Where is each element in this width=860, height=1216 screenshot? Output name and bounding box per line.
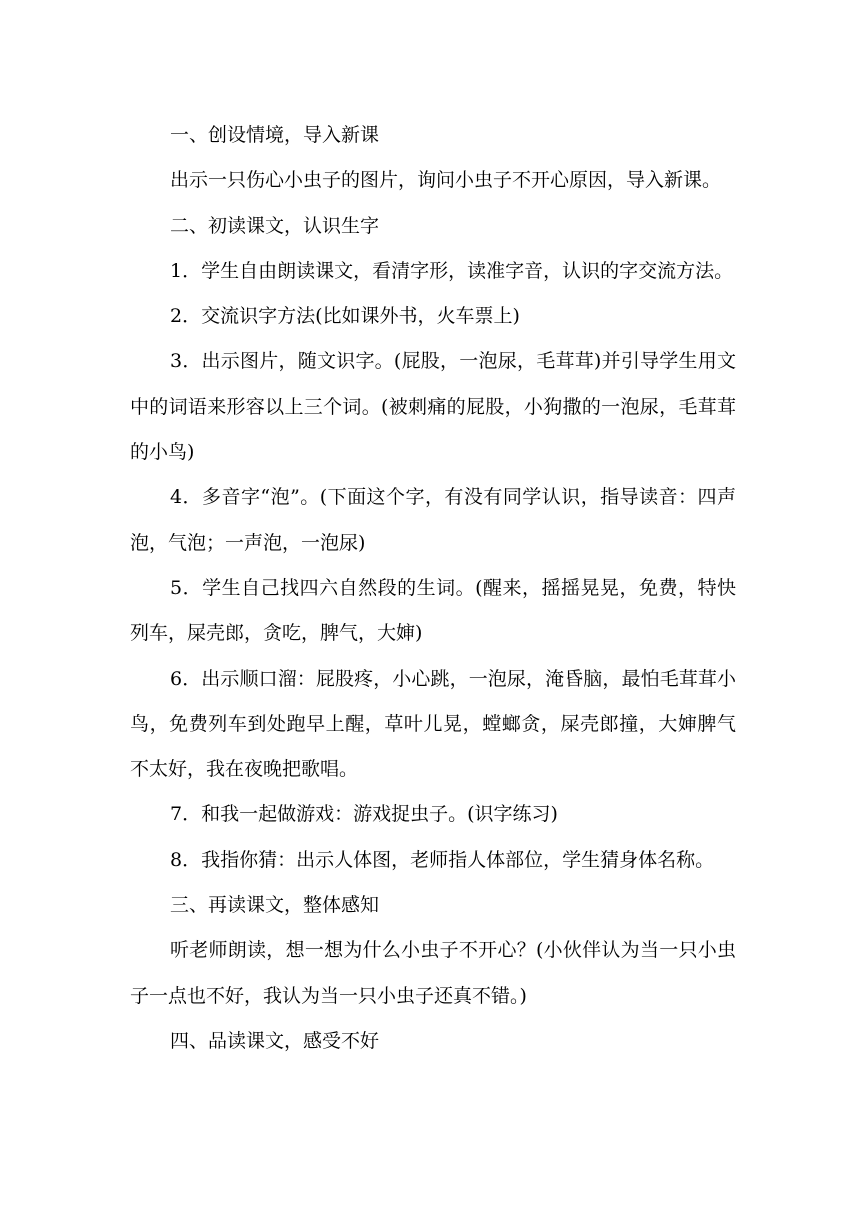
paragraph: 听老师朗读，想一想为什么小虫子不开心？(小伙伴认为当一只小虫子一点也不好，我认为当一只小虫子还真不错。): [130, 939, 736, 1007]
list-item-3: 3．出示图片，随文识字。(屁股，一泡尿，毛茸茸)并引导学生用文中的词语来形容以上三个词。(被刺痛的屁股，小狗撒的一泡尿，毛茸茸的小鸟): [130, 350, 736, 464]
section-heading-3: 三、再读课文，整体感知: [170, 894, 380, 917]
section-heading-2: 二、初读课文，认识生字: [170, 214, 380, 237]
list-item-6: 6．出示顺口溜：屁股疼，小心跳，一泡尿，淹昏脑，最怕毛茸茸小鸟，免费列车到处跑早上醒，草叶儿晃，螳螂贪，屎壳郎撞，大婶脾气不太好，我在夜晚把歌唱。: [130, 667, 736, 781]
section-heading-1: 一、创设情境，导入新课: [170, 124, 380, 146]
document-body: [130, 113, 736, 1064]
list-item-1: 1．学生自由朗读课文，看清字形，读准字音，认识的字交流方法。: [170, 259, 734, 282]
list-item-7: 7．和我一起做游戏：游戏捉虫子。(识字练习): [170, 803, 558, 826]
list-item-8: 8．我指你猜：出示人体图，老师指人体部位，学生猜身体名称。: [170, 848, 715, 871]
list-item-4: 4．多音字“泡”。(下面这个字，有没有同学认识，指导读音：四声泡，气泡；一声泡，一泡尿): [130, 486, 736, 554]
list-item-2: 2．交流识字方法(比如课外书，火车票上): [170, 305, 520, 328]
paragraph: 出示一只伤心小虫子的图片，询问小虫子不开心原因，导入新课。: [170, 169, 722, 192]
list-item-5: 5．学生自己找四六自然段的生词。(醒来，摇摇晃晃，免费，特快列车，屎壳郎，贪吃，脾气，大婶): [130, 576, 736, 645]
section-heading-4: 四、品读课文，感受不好: [170, 1029, 380, 1052]
